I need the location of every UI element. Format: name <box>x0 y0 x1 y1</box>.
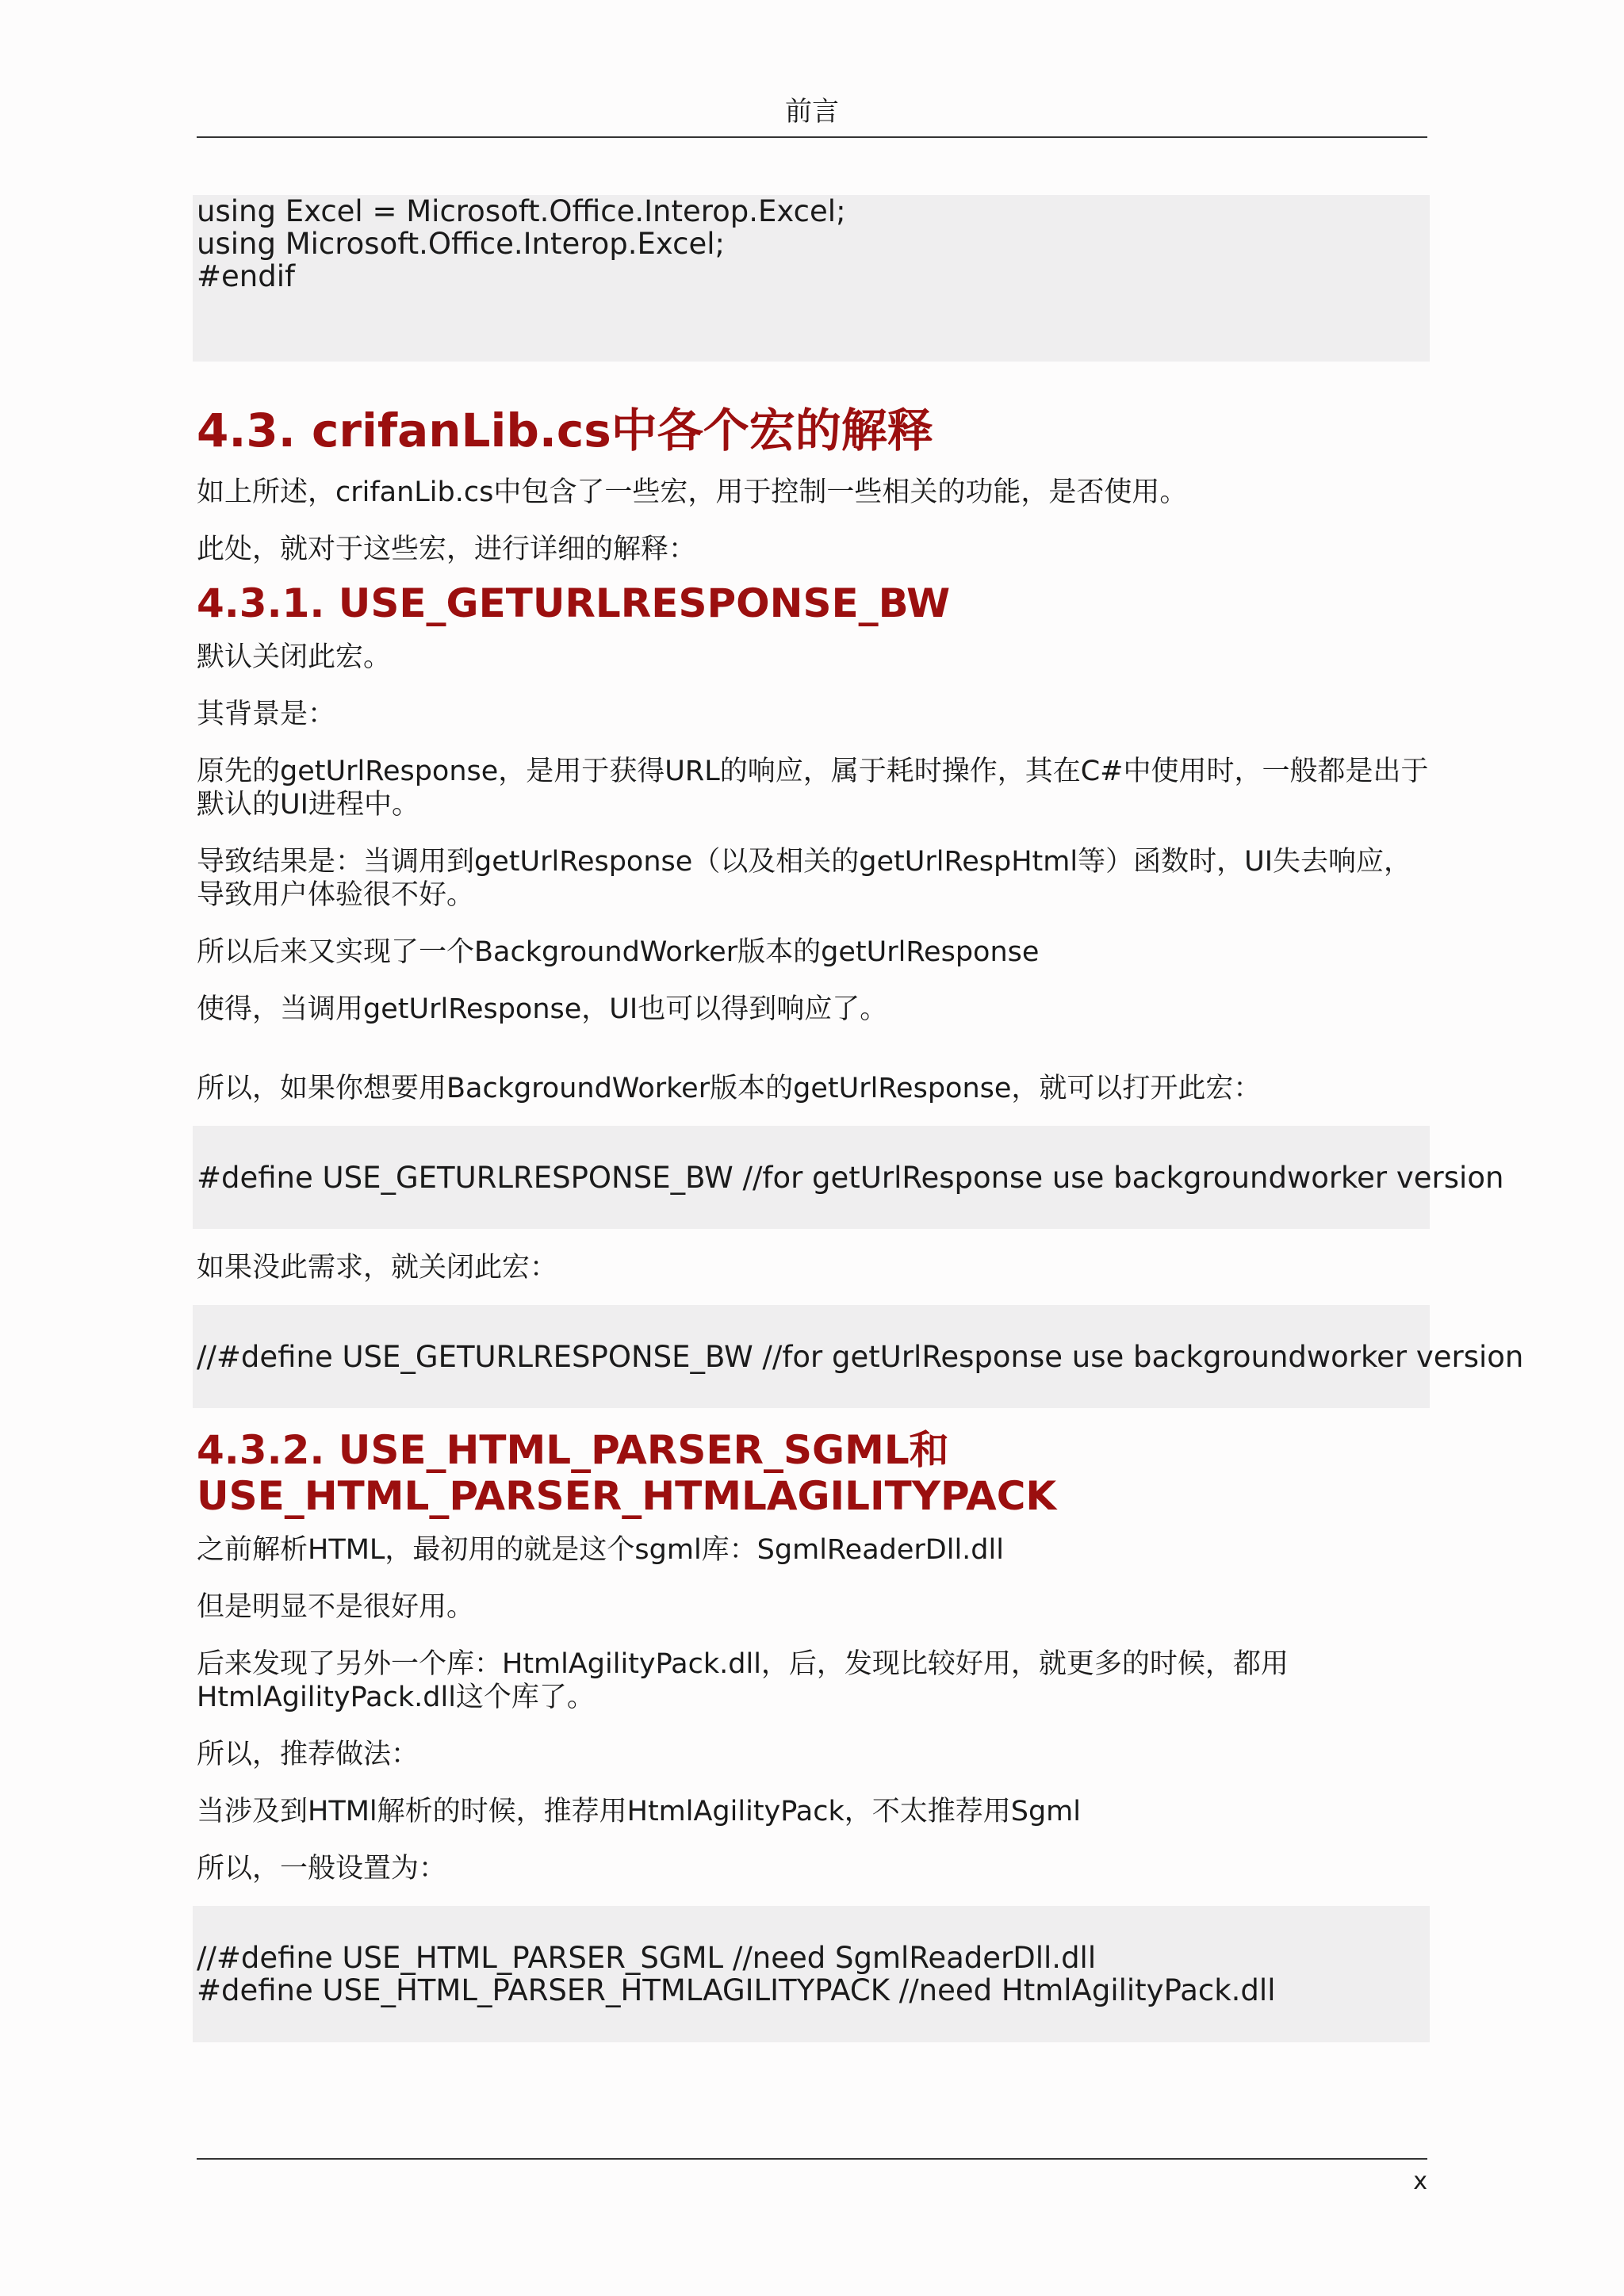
paragraph: 默认关闭此宏。 <box>197 641 392 673</box>
code-block-excel: using Excel = Microsoft.Office.Interop.Excel; using Microsoft.Office.Interop.Excel; #endif <box>193 195 1430 362</box>
paragraph: 所以后来又实现了一个BackgroundWorker版本的getUrlResponse <box>197 936 1040 968</box>
code-block-bw-on <box>193 1126 1504 1229</box>
paragraph: 但是明显不是很好用。 <box>197 1591 475 1623</box>
paragraph: 所以，一般设置为： <box>197 1853 447 1885</box>
paragraph: 如上所述，crifanLib.cs中包含了一些宏，用于控制一些相关的功能，是否使用。 <box>197 476 1188 508</box>
paragraph: 如果没此需求，就关闭此宏： <box>197 1252 558 1284</box>
code-block-parser <box>193 1906 1430 2042</box>
code-text: //#define USE_HTML_PARSER_SGML //need SgmlReaderDll.dll #define USE_HTML_PARSER_HTMLAGILITYPACK //need HtmlAgilityPack.dll <box>197 1941 1276 2007</box>
page-content <box>197 194 1524 2042</box>
code-block-bw-off <box>193 1305 1524 1408</box>
paragraph: 所以，如果你想要用BackgroundWorker版本的getUrlResponse，就可以打开此宏： <box>197 1073 1262 1104</box>
page-footer-rule <box>197 2158 1427 2160</box>
paragraph: 原先的getUrlResponse，是用于获得URL的响应，属于耗时操作，其在C#中使用时，一般都是出于默认的UI进程中。 <box>197 756 1429 821</box>
paragraph: 所以，推荐做法： <box>197 1739 419 1770</box>
section-4-3-2-title: 4.3.2. USE_HTML_PARSER_SGML和USE_HTML_PARSER_HTMLAGILITYPACK <box>197 1427 1057 1519</box>
paragraph: 当涉及到HTMl解析的时候，推荐用HtmlAgilityPack，不太推荐用Sgml <box>197 1796 1081 1827</box>
paragraph: 此处，就对于这些宏，进行详细的解释： <box>197 534 697 565</box>
paragraph: 导致结果是：当调用到getUrlResponse（以及相关的getUrlRespHtml等）函数时，UI失去响应，导致用户体验很不好。 <box>197 846 1412 911</box>
paragraph: 使得，当调用getUrlResponse，UI也可以得到响应了。 <box>197 993 888 1025</box>
paragraph: 后来发现了另外一个库：HtmlAgilityPack.dll，后，发现比较好用，就更多的时候，都用HtmlAgilityPack.dll这个库了。 <box>197 1648 1289 1713</box>
page-header <box>197 87 1427 138</box>
section-4-3-1-title: 4.3.1. USE_GETURLRESPONSE_BW <box>197 580 951 626</box>
code-text: #define USE_GETURLRESPONSE_BW //for getUrlResponse use backgroundworker version <box>197 1160 1504 1195</box>
paragraph: 之前解析HTML，最初用的就是这个sgml库：SgmlReaderDll.dll <box>197 1534 1004 1566</box>
paragraph: 其背景是： <box>197 698 336 730</box>
code-text: //#define USE_GETURLRESPONSE_BW //for getUrlResponse use backgroundworker version <box>197 1339 1524 1374</box>
section-4-3-title: 4.3. crifanLib.cs中各个宏的解释 <box>197 404 933 457</box>
page-number: x <box>1413 2168 1427 2195</box>
header-title: 前言 <box>785 96 839 128</box>
